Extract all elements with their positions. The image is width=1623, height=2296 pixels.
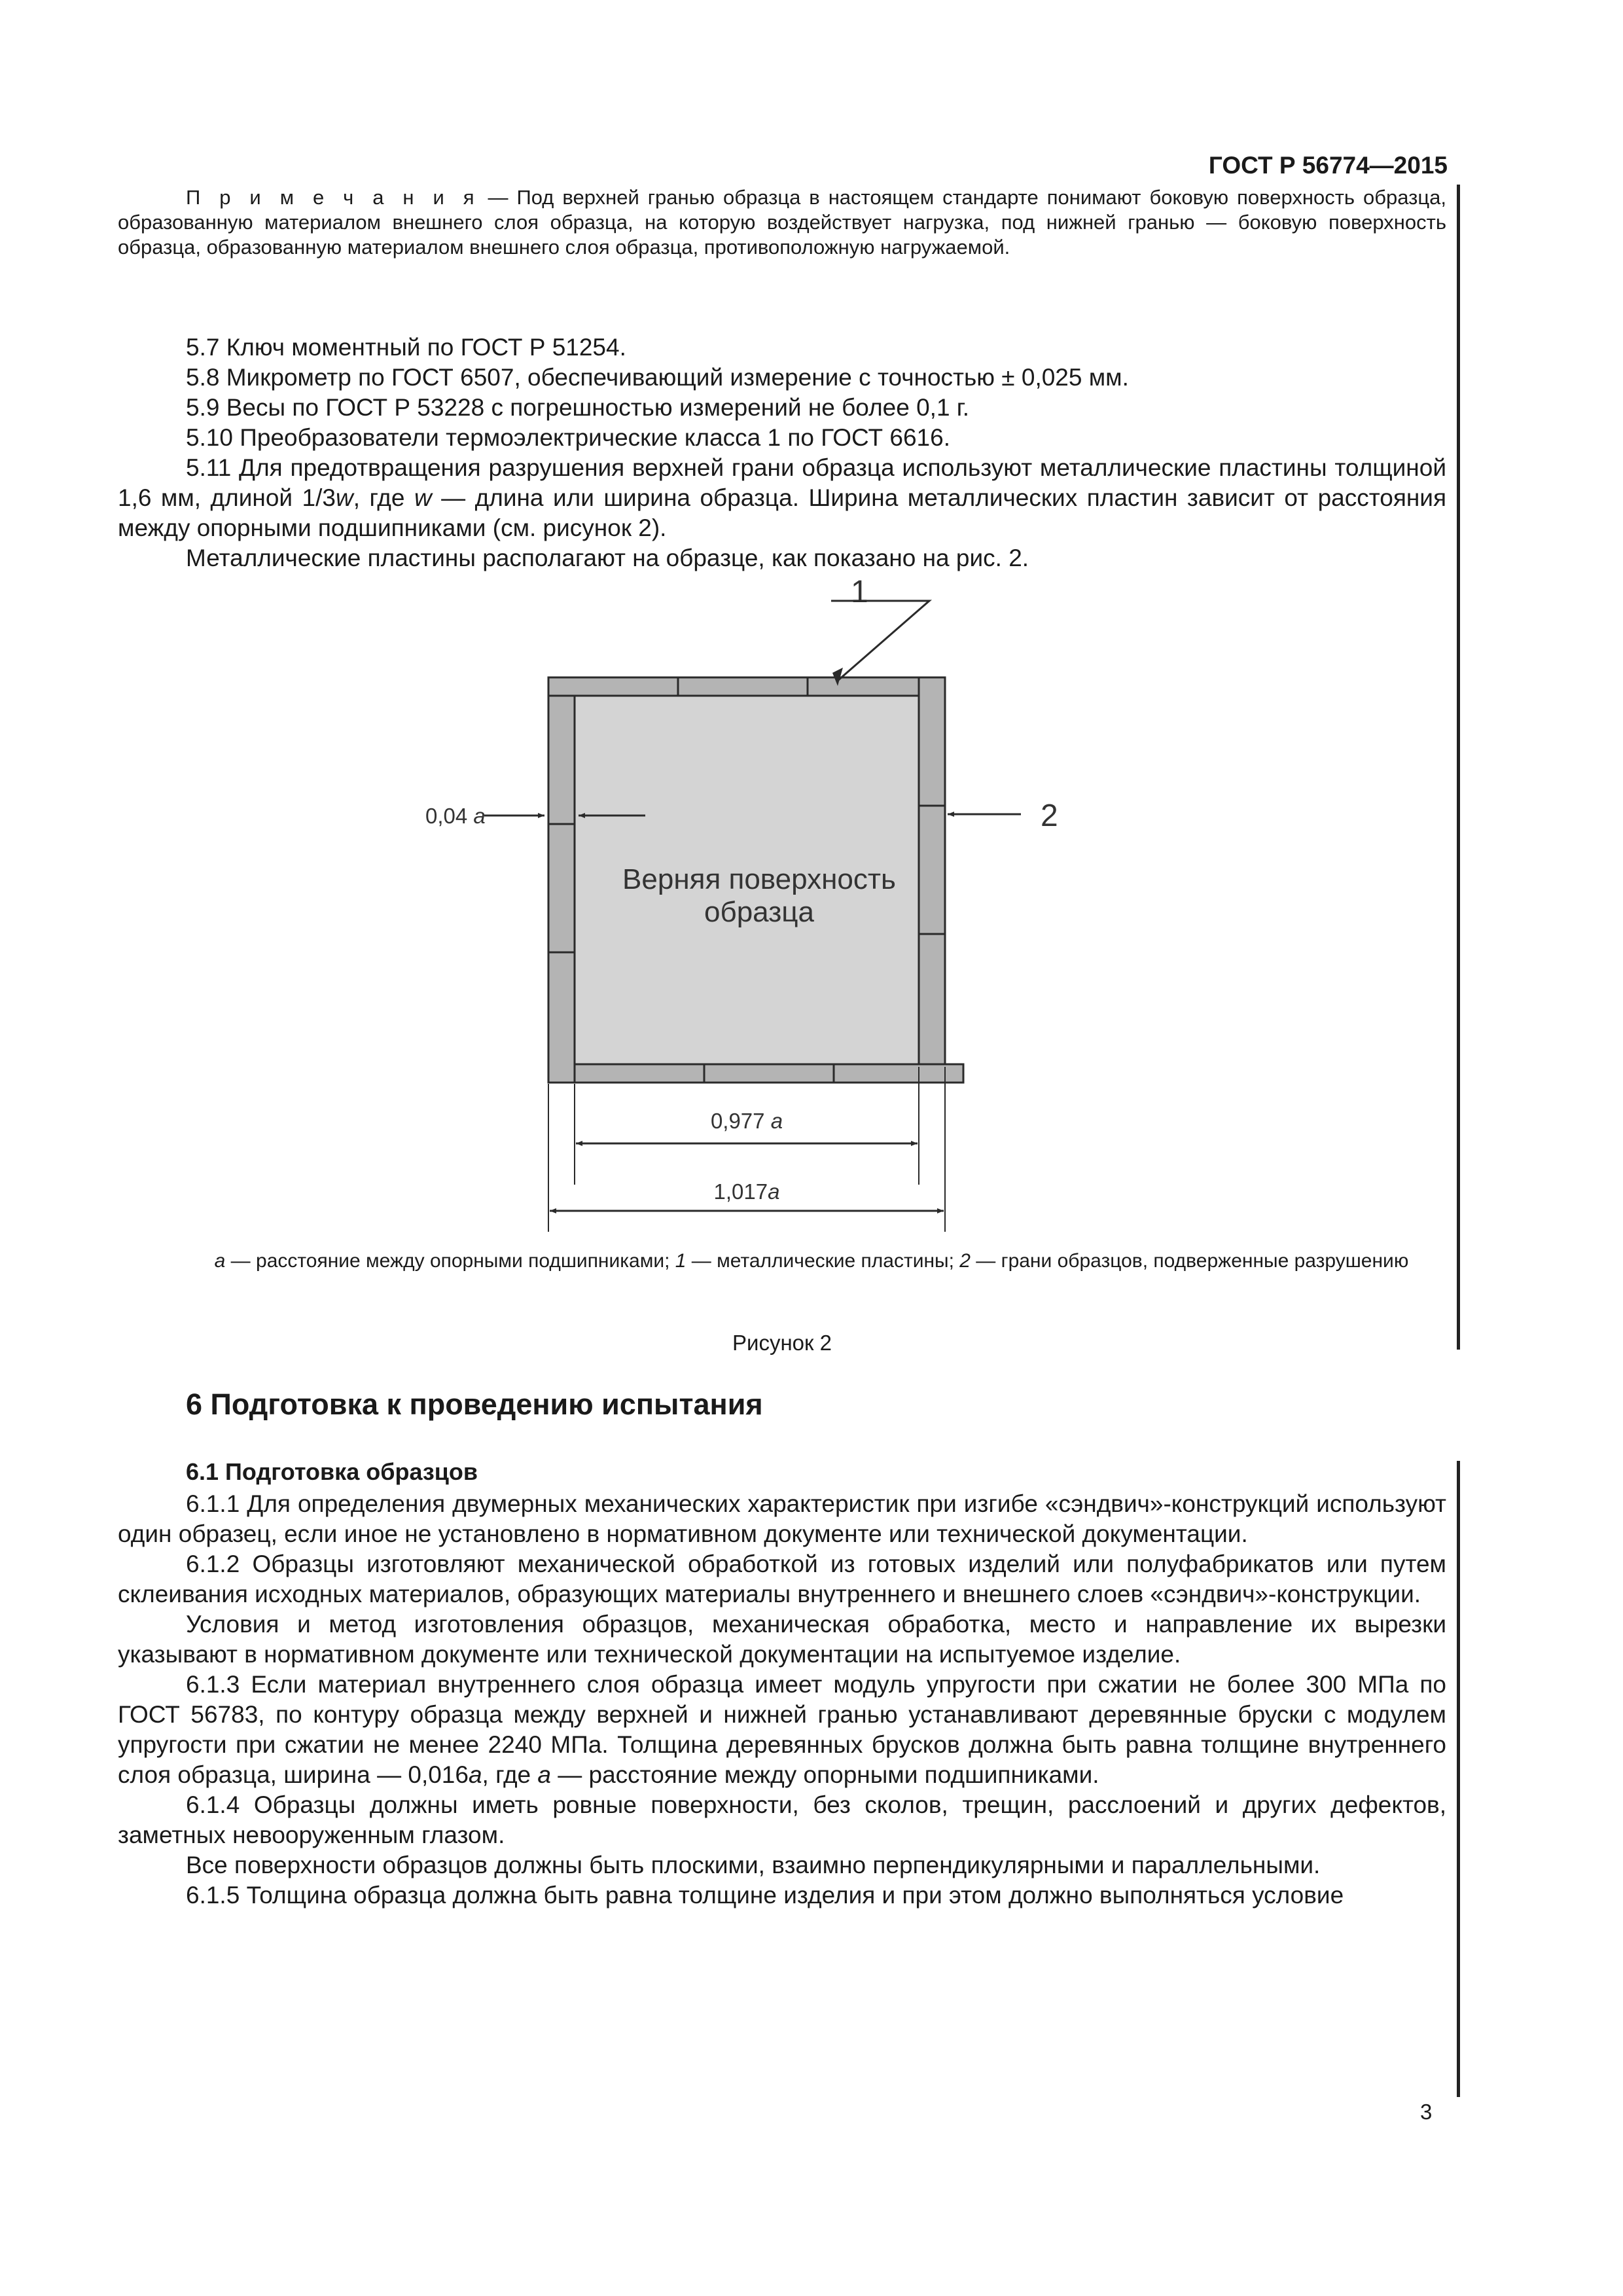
item-5-11 — [118, 453, 1446, 543]
note-text: — Под верхней гранью образца в настоящем стандарте понимают боковую поверхность образца, образованную материалом внешнего слоя образца, на которую воздействует нагрузка, под нижней гранью — боковую поверхность образца, образованную материалом внешнего слоя образца, противоположную нагружаемой. — [118, 186, 1446, 259]
metal-plates-left — [548, 696, 575, 1083]
item-5-11-text-b: , где — [353, 484, 414, 511]
var-w: w — [414, 484, 432, 511]
figure-2-diagram — [366, 569, 1191, 1237]
page-number: 3 — [1420, 2100, 1433, 2124]
note-block — [118, 185, 1446, 260]
item-6-1-4: 6.1.4 Образцы должны иметь ровные поверхности, без сколов, трещин, расслоений и других дефектов, заметных невооруженным глазом. — [118, 1791, 1446, 1848]
section-5-items — [118, 332, 1446, 573]
figure-label: Рисунок 2 — [732, 1331, 832, 1355]
surface-label-line1: Верняя поверхность — [622, 863, 896, 895]
figure-caption — [196, 1249, 1427, 1274]
item-6-1-2-conditions: Условия и метод изготовления образцов, механическая обработка, место и направление их вырезки указывают в нормативном документе или технической документации на испытуемое изделие. — [118, 1611, 1446, 1668]
caption-num-2: 2 — [959, 1250, 971, 1272]
caption-text: — расстояние между опорными подшипниками; — [225, 1250, 675, 1272]
change-bar-bottom — [1457, 1461, 1460, 2097]
item-6-1-3-text-b: , где — [482, 1761, 538, 1788]
item-5-8: 5.8 Микрометр по ГОСТ 6507, обеспечивающий измерение с точностью ± 0,025 мм. — [186, 364, 1129, 391]
surface-label-line2: образца — [704, 896, 814, 928]
note-label: П р и м е ч а н и я — [186, 186, 480, 209]
caption-text: — грани образцов, подверженные разрушению — [970, 1250, 1409, 1272]
dim-0977-value: 0,977 a — [710, 1109, 783, 1133]
var-a: a — [468, 1761, 482, 1788]
dim-004-value: 0,04 a — [425, 804, 486, 828]
subsection-6-1-title: 6.1 Подготовка образцов — [186, 1458, 478, 1485]
document-code: ГОСТ Р 56774—2015 — [1208, 152, 1448, 179]
var-a: a — [214, 1250, 226, 1272]
item-6-1-3-text-a: 6.1.3 Если материал внутреннего слоя образца имеет модуль упругости при сжатии не более 300 МПа по ГОСТ 56783, по контуру образца между верхней и нижней гранью устанавливают деревянные бруски с модулем упругости при сжатии не менее 2240 МПа. Толщина деревянных брусков должна быть равна толщине внутреннего слоя образца, ширина — 0,016 — [118, 1671, 1446, 1788]
metal-plates-top — [548, 677, 937, 696]
item-6-1-3 — [118, 1670, 1446, 1790]
callout-1-leader — [831, 601, 929, 681]
callout-2: 2 — [1041, 798, 1058, 833]
item-5-10: 5.10 Преобразователи термоэлектрические класса 1 по ГОСТ 6616. — [186, 424, 950, 451]
item-5-7: 5.7 Ключ моментный по ГОСТ Р 51254. — [186, 334, 626, 361]
callout-1: 1 — [851, 575, 868, 609]
metal-plates-bottom — [575, 1064, 963, 1083]
metal-plates-right — [919, 677, 945, 1064]
var-w: w — [335, 484, 353, 511]
caption-num-1: 1 — [675, 1250, 687, 1272]
var-a: a — [537, 1761, 551, 1788]
item-5-11-placement: Металлические пластины располагают на образце, как показано на рис. 2. — [186, 545, 1029, 571]
item-6-1-1: 6.1.1 Для определения двумерных механических характеристик при изгибе «сэндвич»-конструкций используют один образец, если иное не установлено в нормативном документе или технической документации. — [118, 1490, 1446, 1547]
change-bar-top — [1457, 185, 1460, 1350]
item-6-1-3-text-c: — расстояние между опорными подшипниками. — [550, 1761, 1099, 1788]
item-6-1-4-surfaces: Все поверхности образцов должны быть плоскими, взаимно перпендикулярными и параллельными. — [186, 1852, 1321, 1878]
item-5-11-text-c: — длина или ширина образца. Ширина металлических пластин зависит от расстояния между опорными подшипниками (см. рисунок 2). — [118, 484, 1447, 541]
item-5-11-text-a: 5.11 Для предотвращения разрушения верхней грани образца используют металлические пластины толщиной 1,6 мм, длиной 1/3 — [118, 454, 1446, 511]
section-6-title: 6 Подготовка к проведению испытания — [186, 1388, 763, 1421]
item-6-1-5: 6.1.5 Толщина образца должна быть равна толщине изделия и при этом должно выполняться условие — [186, 1882, 1344, 1909]
item-6-1-2: 6.1.2 Образцы изготовляют механической обработкой из готовых изделий или полуфабрикатов или путем склеивания исходных материалов, образующих материалы внутреннего и внешнего слоев «сэндвич»-конструкции. — [118, 1551, 1446, 1607]
item-5-9: 5.9 Весы по ГОСТ Р 53228 с погрешностью измерений не более 0,1 г. — [186, 394, 970, 421]
dim-1017-value: 1,017a — [713, 1179, 780, 1204]
section-6-body — [118, 1489, 1446, 1910]
caption-text: — металлические пластины; — [686, 1250, 960, 1272]
